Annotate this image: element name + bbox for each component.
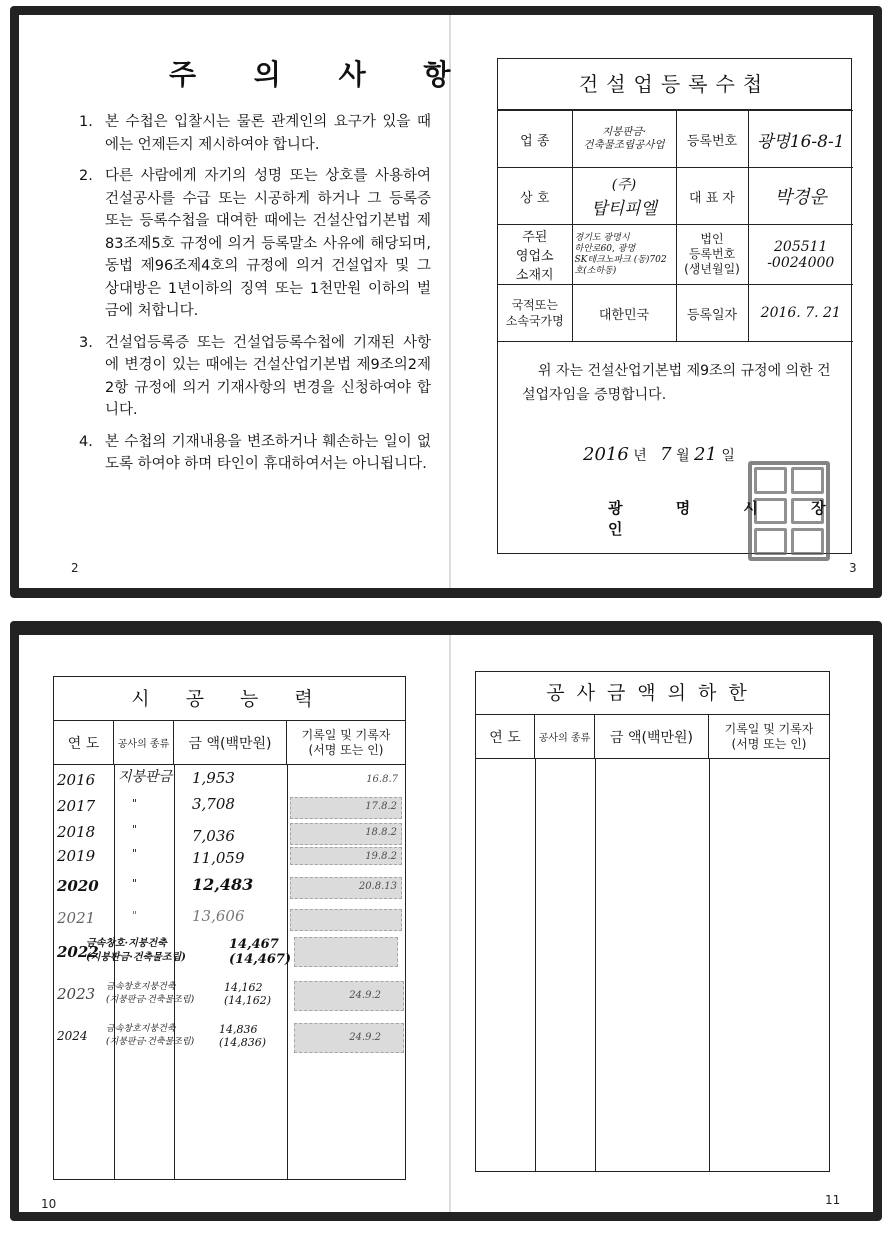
table-row: 2017 " 3,708 17.8.2: [54, 797, 405, 827]
capability-title: 시 공 능 력: [54, 677, 405, 721]
certificate-title: 건설업등록수첩: [498, 59, 851, 110]
company-value: (주) 탑티피엘: [572, 168, 676, 225]
certificate-table: [498, 110, 853, 342]
office-address-value: 경기도 광명시 하안로60, 광명 SK테크노파크 (동)702 호(소하동): [572, 225, 676, 285]
business-type-label: 업 종: [498, 111, 572, 168]
capability-ledger: [53, 676, 406, 1180]
page-number: 3: [849, 561, 857, 575]
col-year-header: 연 도: [476, 715, 535, 758]
certificate-statement: 위 자는 건설산업기본법 제9조의 규정에 의한 건설업자임을 증명합니다.: [522, 363, 831, 403]
reg-date-value: 2016. 7. 21: [748, 285, 853, 342]
page-number: 2: [71, 561, 79, 575]
representative-label: 대 표 자: [676, 168, 748, 225]
notice-item: 4. 본 수첩의 기재내용을 변조하거나 훼손하는 일이 없도록 하여야 하며 타인이 휴대하여서는 아니됩니다.: [79, 433, 431, 472]
notice-item: 2. 다른 사람에게 자기의 성명 또는 상호를 사용하여 건설공사를 수급 또는 시공하게 하거나 그 등록증 또는 등록수첩을 대여한 때에는 건설산업기본법 제83조제5호 규정에 의거 등록말소 사유에 해당되며, 동법 제96조제4호의 규정에 의거 건설업자 및 그 상대방은 1년이하의 징역 또는 1천만원 이하의 벌금에 처합니다.: [79, 168, 431, 319]
col-type-header: 공사의 종류: [114, 721, 174, 764]
col-amount-header: 금 액(백만원): [174, 721, 287, 764]
minimum-amount-ledger: [475, 671, 830, 1172]
page-number: 10: [41, 1197, 57, 1211]
booklet-fold: [449, 635, 451, 1212]
registration-booklet-spread-bottom: [10, 621, 882, 1221]
table-row: 2020 " 12,483 20.8.13: [54, 877, 405, 907]
company-label: 상 호: [498, 168, 572, 225]
notice-item: 3. 건설업등록증 또는 건설업등록수첩에 기재된 사항에 변경이 있는 때에는 건설산업기본법 제9조의2제2항 규정에 의거 기재사항의 변경을 신청하여야 합니다.: [79, 334, 431, 418]
issuer-name: 광 명 시 장 인: [608, 499, 850, 538]
notice-page-title: 주 의 사 항: [169, 58, 475, 91]
col-record-header: 기록일 및 기록자 (서명 또는 인): [301, 727, 391, 757]
registration-booklet-spread-top: [10, 6, 882, 598]
table-row: 2019 " 11,059 19.8.2: [54, 847, 405, 877]
capability-header-row: [54, 721, 405, 765]
col-type-header: 공사의 종류: [535, 715, 595, 758]
table-row: 2022 금속창호·지붕건축 (지붕판금·건축물조립) 14,467 (14,467): [54, 937, 405, 973]
office-label: 주된 영업소 소재지: [498, 225, 572, 285]
nationality-label: 국적또는 소속국가명: [498, 285, 572, 342]
table-row: 2024 금속창호지붕건축 (지붕판금·건축물조립) 14,836 (14,836) 24.9.2: [54, 1023, 405, 1059]
minimum-amount-header-row: [476, 715, 829, 759]
page-number: 11: [825, 1193, 841, 1207]
col-amount-header: 금 액(백만원): [595, 715, 709, 758]
col-year-header: 연 도: [54, 721, 114, 764]
representative-value: 박경운: [748, 168, 853, 225]
certificate-date: 2016 년 7 월 21 일: [583, 444, 735, 465]
notice-list: [79, 111, 431, 485]
booklet-fold: [449, 15, 451, 588]
corp-reg-value: 205511 -0024000: [748, 225, 853, 285]
table-row: 2021 " 13,606: [54, 909, 405, 939]
reg-date-label: 등록일자: [676, 285, 748, 342]
capability-body: [54, 765, 405, 1179]
corp-reg-label: 법인 등록번호 (생년월일): [676, 225, 748, 285]
col-record-header: 기록일 및 기록자 (서명 또는 인): [724, 721, 814, 751]
table-row: 2023 금속창호지붕건축 (지붕판금·건축물조립) 14,162 (14,162) 24.9.2: [54, 981, 405, 1017]
business-type-value: 지붕판금· 건축물조립공사업: [572, 111, 676, 168]
reg-no-value: 광명16-8-1: [748, 111, 853, 168]
notice-item: 1. 본 수첩은 입찰시는 물론 관계인의 요구가 있을 때에는 언제든지 제시하여야 합니다.: [79, 114, 431, 153]
minimum-amount-body: [476, 759, 829, 1171]
nationality-value: 대한민국: [572, 285, 676, 342]
registration-certificate: [497, 58, 852, 554]
reg-no-label: 등록번호: [676, 111, 748, 168]
minimum-amount-title: 공사금액의하한: [476, 672, 829, 715]
table-row: 2018 " 7,036 18.8.2: [54, 823, 405, 853]
table-row: 2016 지붕판금 1,953 16.8.7: [57, 769, 398, 789]
